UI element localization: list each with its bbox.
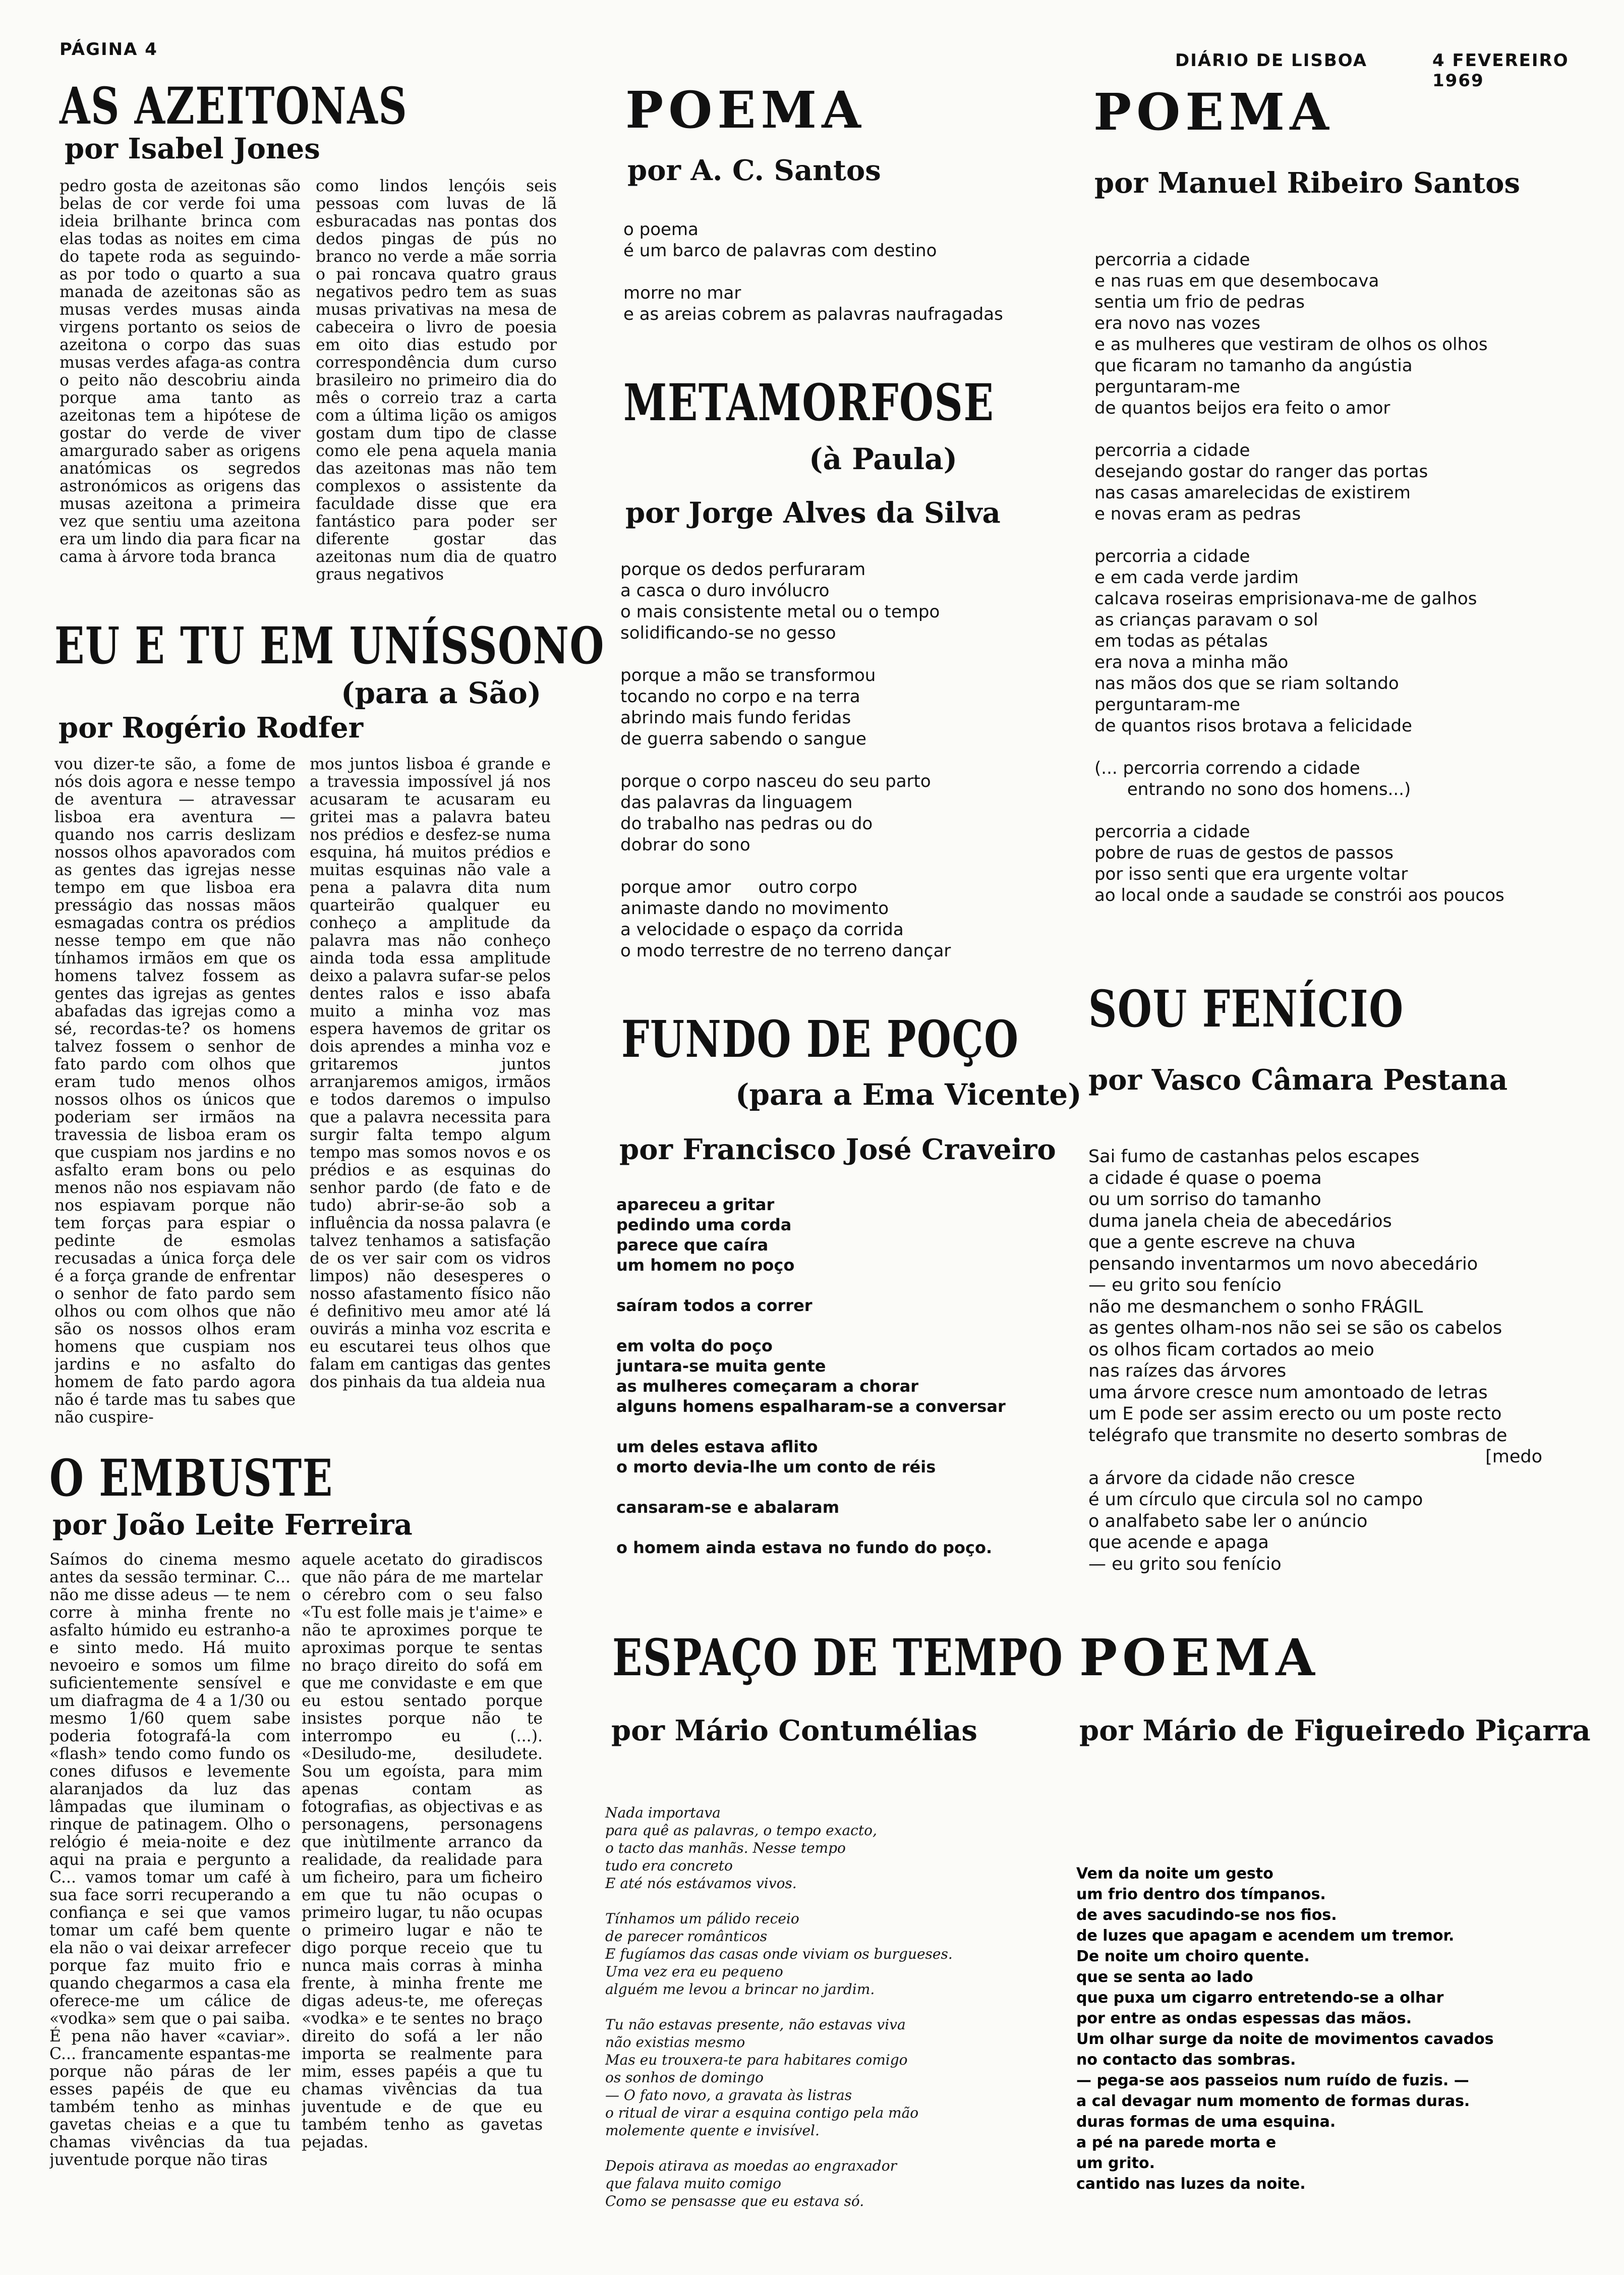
poem-body-ribeiro-santos: percorria a cidade e nas ruas em que desembocava sentia um frio de pedras era novo nas vozes e as mulheres que vestiram de olhos os olhos que ficaram no tamanho da angústia perguntaram-me de quantos beijos era feito o amor percorria a cidade desejando gostar do ranger das portas nas casas amarelecidas de existirem e novas eram as pedras percorria a cidade e em cada verde jardim calcava roseiras emprisionava-me de galhos as crianças paravam o sol em todas as pétalas era nova a minha mão nas mãos dos que se riam soltando perguntaram-me de quantos risos brotava a felicidade (... percorria correndo a cidade entrando no sono dos homens...) percorria a cidade pobre de ruas de gestos de passos por isso senti que era urgente voltar ao local onde a saudade se constrói aos poucos [1094,250,1504,905]
newspaper-name: DIÁRIO DE LISBOA [1175,50,1368,71]
poem-title-metamorfose: METAMORFOSE [623,373,995,432]
dedication-metamorfose: (à Paula) [809,442,958,476]
byline-unissono: por Rogério Rodfer [59,711,364,745]
article-body-unissono-col1: vou dizer-te são, a fome de nós dois agora e nesse tempo de aventura — atravessar lisboa era aventura — quando nos carris deslizam nossos olhos apavorados com as gentes das igrejas nesse tempo em que lisboa era presságio das nossas mãos esmagadas contra os prédios nesse tempo em que não tínhamos irmãos em que os homens talvez fossem as gentes das igrejas as gentes abafadas das igrejas como a sé, recordas-te? os homens talvez fossem o senhor de fato pardo com olhos que eram tudo menos olhos nossos olhos os únicos que poderiam ser irmãos na travessia de lisboa eram os que cuspiam nos jardins e no asfalto eram bons ou pelo menos não nos espiavam não nos espiavam porque não tem forças para espiar o pedinte de esmolas recusadas a única força dele é a força grande de enfrentar o senhor de fato pardo sem olhos ou com olhos que não são os nossos olhos eram homens que cuspiam nos jardins e no asfalto do homem de fato pardo agora não é tarde mas tu sabes que não cuspire- [54,756,296,1427]
poem-title-picarra: POEMA [1079,1628,1320,1687]
article-body-azeitonas-col2: como lindos lençóis seis pessoas com luvas de lã esburacadas nas pontas dos dedos pingas de pús no branco no verde a mãe sorria o pai roncava quatro graus negativos pedro tem as suas musas privativas na mesa de cabeceira o livro de poesia em oito dias estudo por correspondência dum curso brasileiro no primeiro dia do mês o correio traz a carta com a última lição os amigos gostam dum tipo de classe como ele pena aquela mania das azeitonas mas não tem complexos o assistente da faculdade disse que era fantástico para poder ser diferente gostar das azeitonas num dia de quatro graus negativos [316,178,557,584]
poem-title-santos: POEMA [625,80,866,140]
poem-title-ribeiro-santos: POEMA [1093,82,1334,142]
article-title-embuste: O EMBUSTE [49,1448,333,1508]
byline-ribeiro-santos: por Manuel Ribeiro Santos [1094,166,1521,200]
issue-date: 4 FEVEREIRO 1969 [1432,50,1569,91]
dedication-fundo-de-poco: (para a Ema Vicente) [735,1077,1082,1112]
byline-embuste: por João Leite Ferreira [52,1508,413,1542]
poem-body-metamorfose: porque os dedos perfuraram a casca o duro invólucro o mais consistente metal ou o tempo solidificando-se no gesso porque a mão se transformou tocando no corpo e na terra abrindo mais fundo feridas de guerra sabendo o sangue porque o corpo nasceu do seu parto das palavras da linguagem do trabalho nas pedras ou do dobrar do sono porque amor outro corpo animaste dando no movimento a velocidade o espaço da corrida o modo terrestre de no terreno dançar [620,559,951,961]
byline-espaco-de-tempo: por Mário Contumélias [611,1714,977,1747]
article-body-unissono-col2: mos juntos lisboa é grande e a travessia impossível já nos acusaram te acusaram eu gritei mas a palavra bateu nos prédios e desfez-se numa esquina, há muitos prédios e muitas esquinas não vale a pena a palavra dita num quarteirão qualquer eu conheço a amplitude da palavra mas não conheço ainda toda essa amplitude deixo a palavra sufar-se pelos dentes ralos e isso abafa muito a minha voz mas espera havemos de gritar os dois aprendes a minha voz e gritaremos juntos arranjaremos amigos, irmãos e todos daremos o impulso que a palavra necessita para surgir falta tempo algum tempo mas somos novos e os prédios e as esquinas do senhor pardo (de fato e de tudo) abrir-se-ão sob a influência da nossa palavra (e talvez tenhamos a satisfação de os ver sair com os vidros limpos) não desesperes o nosso afastamento físico não é definitivo meu amor até lá ouvirás a minha voz escrita e eu escutarei teus olhos que falam em cantigas das gentes dos pinhais da tua aldeia nua [310,756,551,1391]
poem-title-espaco-de-tempo: ESPAÇO DE TEMPO [612,1628,1064,1687]
byline-picarra: por Mário de Figueiredo Piçarra [1079,1714,1591,1747]
byline-santos: por A. C. Santos [627,154,881,187]
byline-sou-fenicio: por Vasco Câmara Pestana [1088,1063,1508,1097]
poem-title-fundo-de-poco: FUNDO DE POÇO [621,1009,1019,1069]
article-title-unissono: EU E TU EM UNÍSSONO [54,616,605,675]
article-body-embuste-col2: aquele acetato do giradiscos que não pára de me martelar o cérebro com o seu falso «Tu est folle mais je t'aime» e não te aproximes porque te aproximas porque te sentas no braço direito do sofá em que me convidaste e em que eu estou sentado porque insistes porque não te interrompo eu (...). «Desiludo-me, desiludete. Sou um egoísta, para mim apenas contam as fotografias, as objectivas e as personagens, personagens que inùtilmente arranco da realidade, da realidade para um ficheiro, para um ficheiro em que tu não ocupas o primeiro lugar, tu não ocupas o primeiro lugar e não te digo porque receio que tu nunca mais corras à minha frente, à minha frente me digas adeus-te, me ofereças «vodka» e te sentes no braço direito do sofá a ler não importa se realmente para mim, esses papéis a que tu chamas vivências da tua juventude e de que eu também tenho as gavetas pejadas. [302,1551,543,2151]
poem-body-fundo-de-poco: apareceu a gritar pedindo uma corda parece que caíra um homem no poço saíram todos a correr em volta do poço juntara-se muita gente as mulheres começaram a chorar alguns homens espalharam-se a conversar um deles estava aflito o morto devia-lhe um conto de réis cansaram-se e abalaram o homem ainda estava no fundo do poço. [616,1195,1006,1557]
article-title-azeitonas: AS AZEITONAS [60,76,408,136]
page-number: PÁGINA 4 [60,39,158,60]
article-body-azeitonas-col1: pedro gosta de azeitonas são belas de cor verde foi uma ideia brilhante brinca com elas todas as noites em cima do tapete roda as seguindo-as por todo o quarto a sua manada de azeitonas são as musas verdes musas ainda virgens portanto os seios de azeitona o corpo das suas musas verdes afaga-as contra o peito não descobriu ainda porque ama tanto as azeitonas tem a hipótese de gostar do verde de viver amargurado saber as origens anatómicas os segredos astronómicos as origens das musas azeitona a primeira vez que sentiu uma azeitona era um lindo dia para ficar na cama à árvore toda branca [60,178,301,566]
poem-body-picarra: Vem da noite um gesto um frio dentro dos tímpanos. de aves sacudindo-se nos fios. de luzes que apagam e acendem um tremor. De noite um choiro quente. que se senta ao lado que puxa um cigarro entretendo-se a olhar por entre as ondas espessas das mãos. Um olhar surge da noite de movimentos cavados no contacto das sombras. — pega-se aos passeios num ruído de fuzis. — a cal devagar num momento de formas duras. duras formas de uma esquina. a pé na parede morta e um grito. cantido nas luzes da noite. [1076,1865,1494,2193]
byline-azeitonas: por Isabel Jones [65,132,320,165]
article-body-embuste-col1: Saímos do cinema mesmo antes da sessão terminar. C... não me disse adeus — te nem corre à minha frente no asfalto húmido eu estranho-a e sinto medo. Há muito nevoeiro e somos um filme suficientemente sensível e um diafragma de 4 a 1/30 ou mesmo 1/60 quem sabe poderia fotografá-la com «flash» tendo como fundo os cones difusos e levemente alaranjados da luz das lâmpadas que iluminam o rinque de patinagem. Olho o relógio é meia-noite e dez aqui na praia e pergunto a C... vamos tomar um café à sua face sorri recuperando a confiança e sei que vamos tomar um café bem quente ela não o vai deixar arrefecer porque faz muito frio e quando chegarmos a casa ela oferece-me um cálice de «vodka» sem que o pai saiba. É pena não haver «caviar». C... francamente espantas-me porque não páras de ler esses papéis de que eu também tenho as minhas gavetas cheias e a que tu chamas vivências da tua juventude porque não tiras [49,1551,291,2169]
poem-body-santos: o poema é um barco de palavras com destino morre no mar e as areias cobrem as palavras naufragadas [623,219,1003,324]
dedication-unissono: (para a São) [341,676,542,710]
byline-fundo-de-poco: por Francisco José Craveiro [619,1133,1056,1166]
poem-body-espaco-de-tempo: Nada importava para quê as palavras, o tempo exacto, o tacto das manhãs. Nesse tempo tudo era concreto E até nós estávamos vivos. Tínhamos um pálido receio de parecer românticos E fugíamos das casas onde viviam os burgueses. Uma vez era eu pequeno alguém me levou a brincar no jardim. Tu não estavas presente, não estavas viva não existias mesmo Mas eu trouxera-te para habitares comigo os sonhos de domingo — O fato novo, a gravata às listras o ritual de virar a esquina contigo pela mão molemente quente e invisível. Depois atirava as moedas ao engraxador que falava muito comigo Como se pensasse que eu estava só. [605,1804,953,2209]
poem-body-sou-fenicio: Sai fumo de castanhas pelos escapes a cidade é quase o poema ou um sorriso do tamanho duma janela cheia de abecedários que a gente escreve na chuva pensando inventarmos um novo abecedário — eu grito sou fenício não me desmanchem o sonho FRÁGIL as gentes olham-nos não sei se são os cabelos os olhos ficam cortados ao meio nas raízes das árvores uma árvore cresce num amontoado de letras um E pode ser assim erecto ou um poste recto telégrafo que transmite no deserto sombras de [medo a árvore da cidade não cresce é um círculo que circula sol no campo o analfabeto sabe ler o anúncio que acende e apaga — eu grito sou fenício [1088,1147,1542,1574]
byline-metamorfose: por Jorge Alves da Silva [625,496,1001,530]
poem-title-sou-fenicio: SOU FENÍCIO [1088,979,1404,1039]
